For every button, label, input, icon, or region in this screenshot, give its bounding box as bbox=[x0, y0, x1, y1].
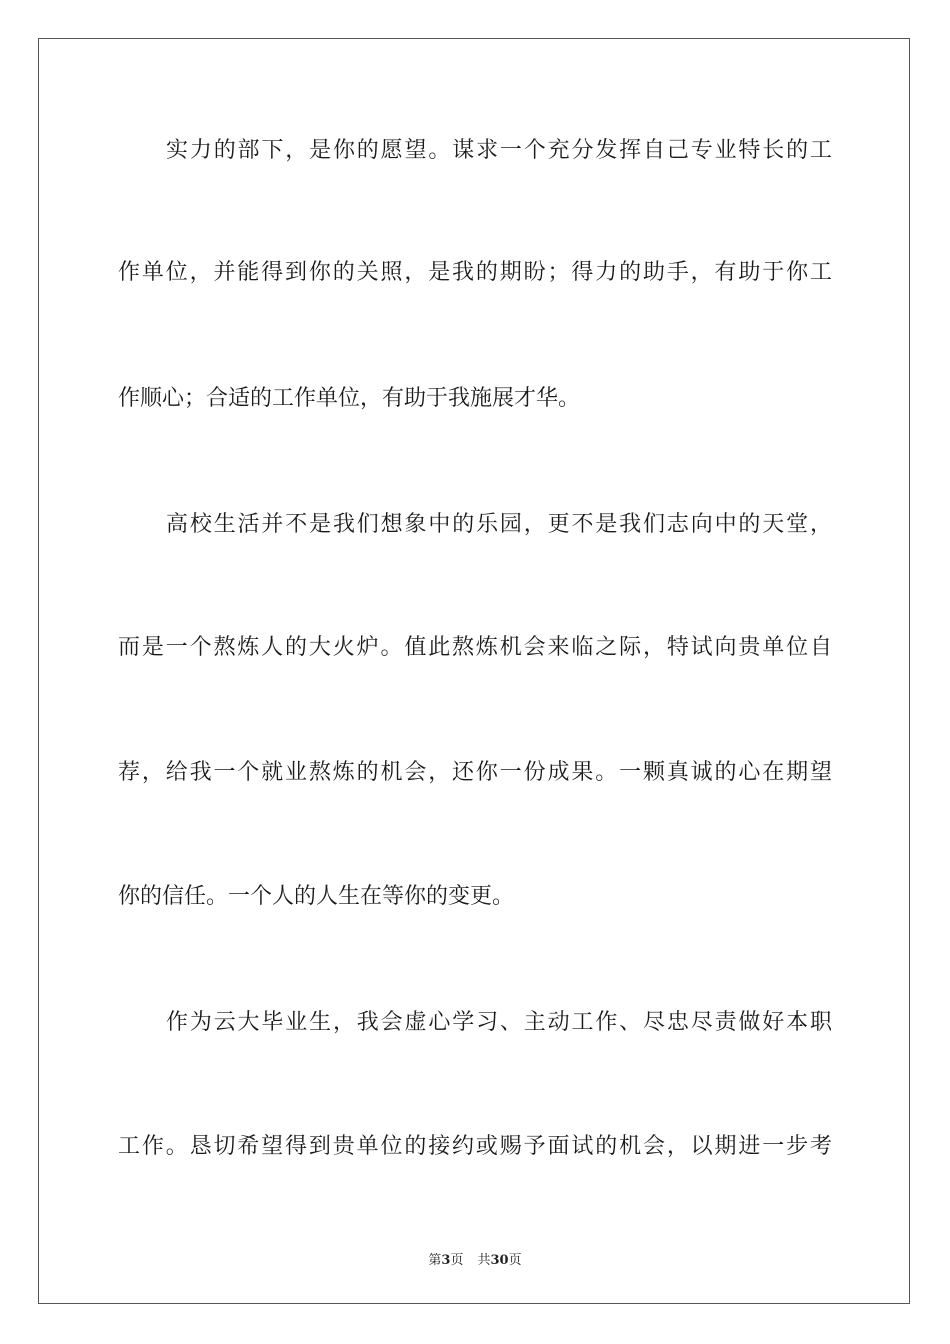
footer-total-prefix: 共 bbox=[477, 1253, 491, 1268]
footer-total-suffix: 页 bbox=[508, 1253, 522, 1268]
footer-page-suffix: 页 bbox=[450, 1253, 464, 1268]
text-line-5: 而是一个熬炼人的大火炉。值此熬炼机会来临之际，特试向贵单位自 bbox=[118, 635, 832, 660]
page-footer bbox=[0, 1249, 950, 1268]
text-line-8: 作为云大毕业生，我会虚心学习、主动工作、尽忠尽责做好本职 bbox=[166, 1010, 832, 1035]
footer-total-number: 30 bbox=[490, 1253, 509, 1268]
text-line-6: 荐，给我一个就业熬炼的机会，还你一份成果。一颗真诚的心在期望 bbox=[118, 760, 832, 785]
footer-page-prefix: 第 bbox=[428, 1253, 442, 1268]
footer-page-number: 3 bbox=[441, 1253, 451, 1268]
text-line-7: 你的信任。一个人的人生在等你的变更。 bbox=[118, 884, 515, 909]
text-line-9: 工作。恳切希望得到贵单位的接约或赐予面试的机会，以期进一步考 bbox=[118, 1134, 832, 1159]
text-line-3: 作顺心；合适的工作单位，有助于我施展才华。 bbox=[118, 386, 581, 411]
page-border bbox=[38, 38, 910, 1304]
text-line-4: 高校生活并不是我们想象中的乐园，更不是我们志向中的天堂， bbox=[166, 512, 832, 537]
text-line-2: 作单位，并能得到你的关照，是我的期盼；得力的助手，有助于你工 bbox=[118, 260, 832, 285]
text-line-1: 实力的部下，是你的愿望。谋求一个充分发挥自己专业特长的工 bbox=[166, 138, 832, 163]
